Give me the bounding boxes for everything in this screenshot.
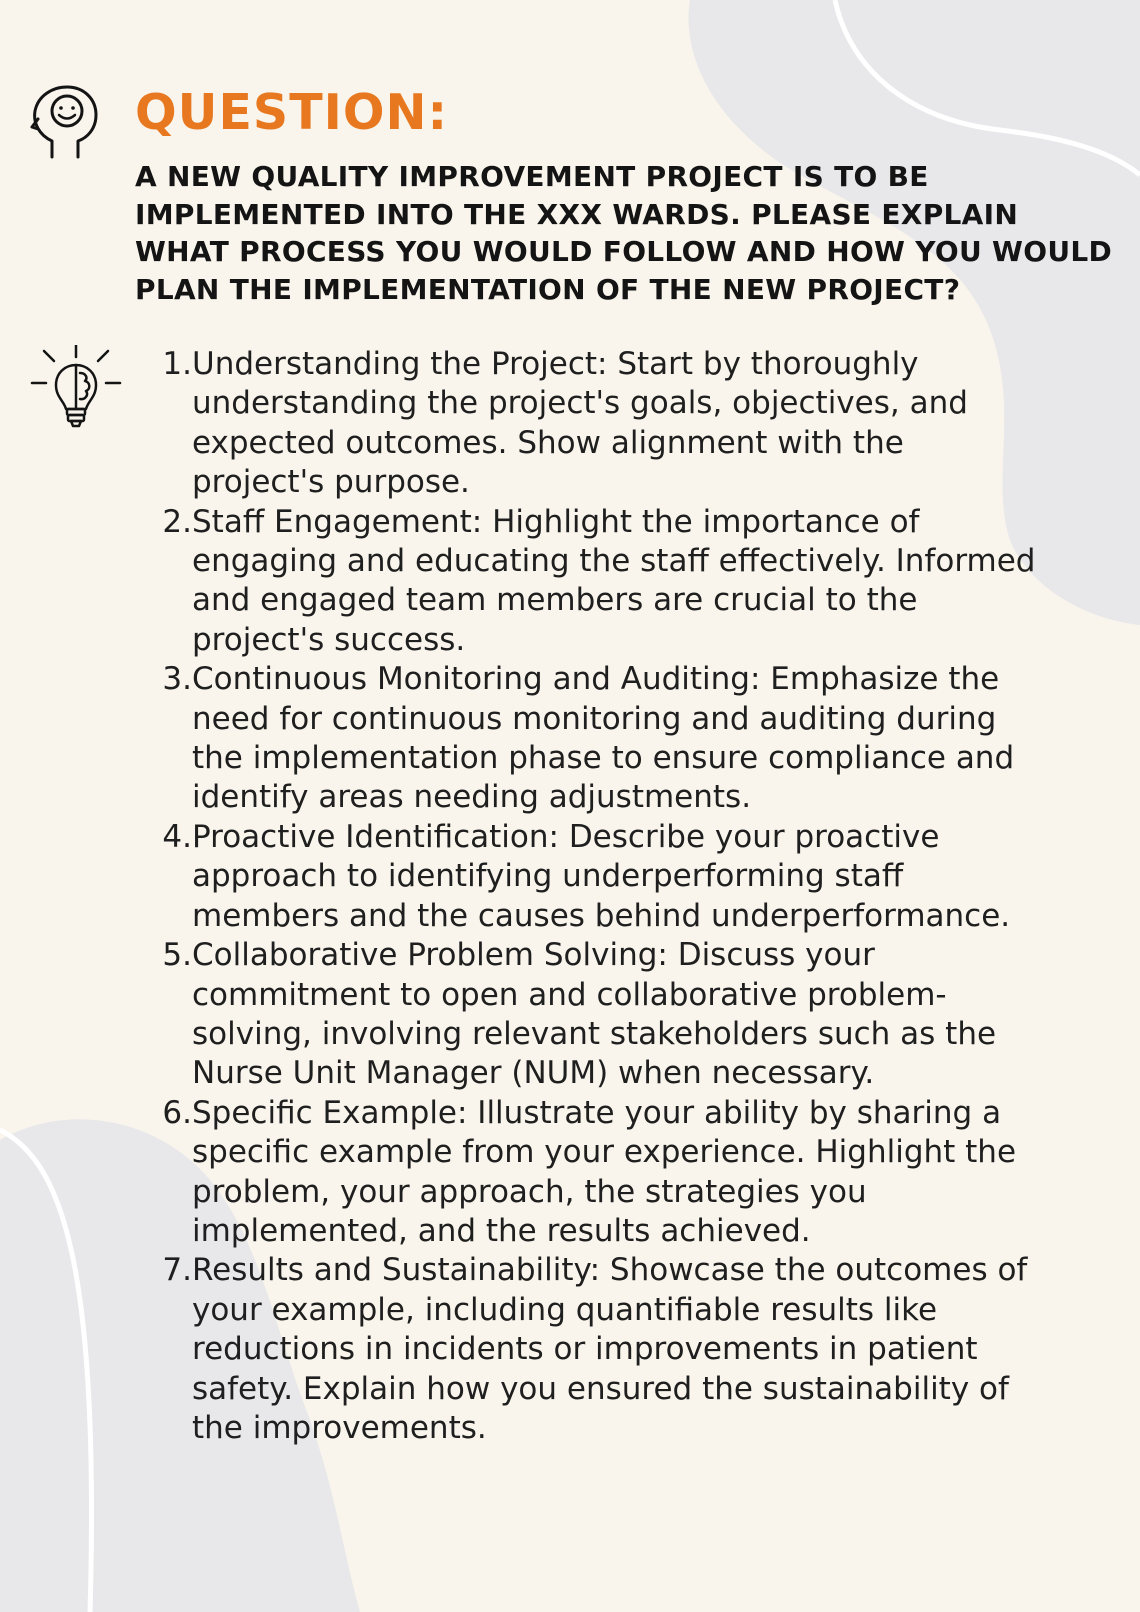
list-item xyxy=(162,1094,1042,1252)
list-item xyxy=(162,1251,1042,1448)
list-item-text: Understanding the Project: Start by thoroughly understanding the project's goals, objectives, and expected outcomes. Show alignment with the project's purpose. xyxy=(192,346,968,501)
list-item-text: Staff Engagement: Highlight the importance of engaging and educating the staff effectively. Informed and engaged team members are crucial to the project's success. xyxy=(192,503,1036,658)
list-number: 2. xyxy=(162,503,192,540)
question-title: QUESTION: xyxy=(135,84,449,141)
list-item xyxy=(162,660,1042,818)
list-item-text: Results and Sustainability: Showcase the outcomes of your example, including quantifiable results like reductions in incidents or improvements in patient safety. Explain how you ensured the sustainability of the improvements. xyxy=(192,1252,1028,1446)
list-number: 6. xyxy=(162,1094,192,1131)
list-item-text: Continuous Monitoring and Auditing: Emphasize the need for continuous monitoring and auditing during the implementation phase to ensure compliance and identify areas needing adjustments. xyxy=(192,661,1015,816)
list-number: 5. xyxy=(162,937,192,974)
list-number: 1. xyxy=(162,346,192,382)
head-smile-icon xyxy=(30,83,102,161)
list-item-text: Specific Example: Illustrate your ability by sharing a specific example from your experience. Highlight the problem, your approach, the strategies you implemented, and the results achieved. xyxy=(192,1094,1017,1249)
list-item xyxy=(162,503,1042,661)
list-number: 3. xyxy=(162,661,192,698)
list-item xyxy=(162,345,1042,503)
list-item xyxy=(162,818,1042,936)
list-item xyxy=(162,936,1042,1094)
answer-list xyxy=(162,345,1042,1448)
question-text: A NEW QUALITY IMPROVEMENT PROJECT IS TO BE IMPLEMENTED INTO THE XXX WARDS. PLEASE EXPLAIN WHAT PROCESS YOU WOULD FOLLOW AND HOW YOU WOULD PLAN THE IMPLEMENTATION OF THE NEW PROJECT? xyxy=(135,160,1113,306)
list-item-text: Proactive Identification: Describe your proactive approach to identifying underperforming staff members and the causes behind underperformance. xyxy=(192,818,1011,934)
list-item-text: Collaborative Problem Solving: Discuss your commitment to open and collaborative problem-solving, involving relevant stakeholders such as the Nurse Unit Manager (NUM) when necessary. xyxy=(192,937,997,1092)
lightbulb-brain-icon xyxy=(30,345,122,433)
list-number: 4. xyxy=(162,818,192,855)
list-number: 7. xyxy=(162,1252,192,1289)
